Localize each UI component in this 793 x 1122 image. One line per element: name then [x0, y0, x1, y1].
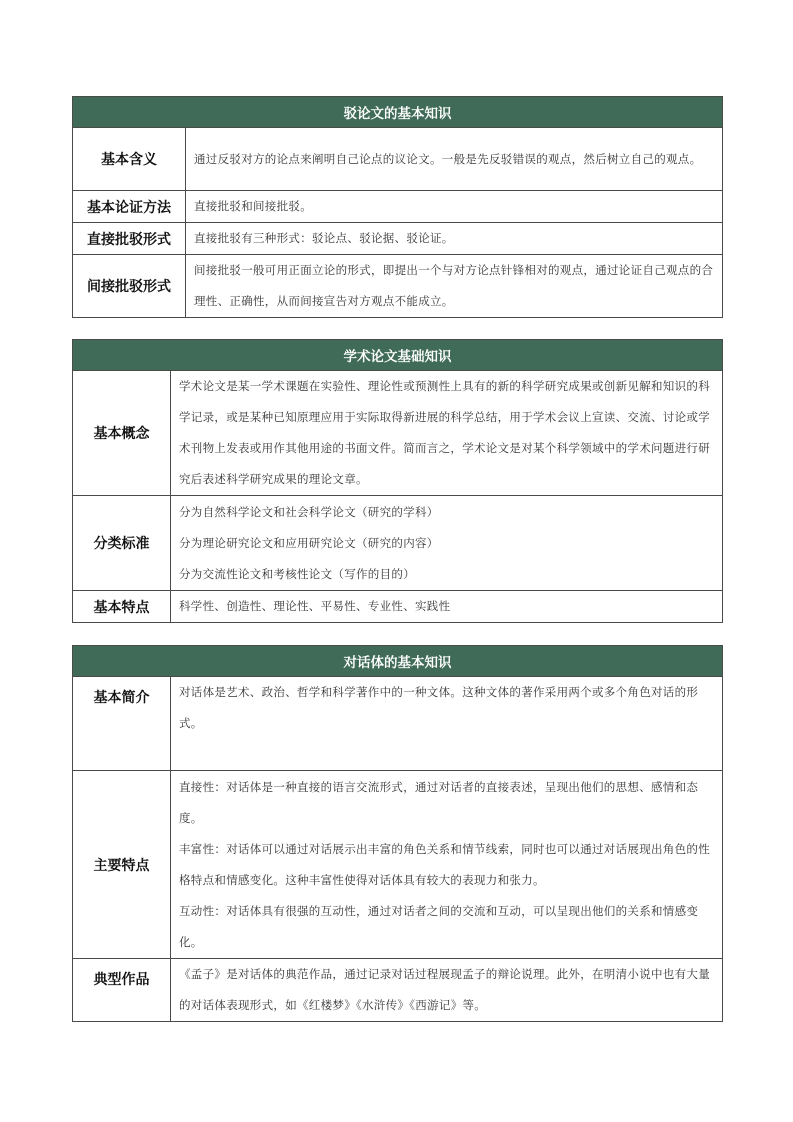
content-line: 科学性、创造性、理论性、平易性、专业性、实践性: [179, 599, 451, 613]
row-content: [186, 128, 723, 191]
row-label: 分类标准: [73, 496, 171, 591]
table-xueshulunwen: [72, 339, 723, 623]
row-label: 直接批驳形式: [73, 223, 186, 255]
row-content: [171, 371, 723, 496]
table-title: 驳论文的基本知识: [73, 97, 723, 128]
row-label: 基本含义: [73, 128, 186, 191]
row-content: [186, 223, 723, 255]
content-line: 直接批驳和间接批驳。: [194, 199, 312, 213]
content-line: 互动性：对话体具有很强的互动性，通过对话者之间的交流和互动，可以呈现出他们的关系和情感变化。: [179, 903, 699, 949]
row-label: 间接批驳形式: [73, 255, 186, 318]
content-line: 分为交流性论文和考核性论文（写作的目的）: [179, 566, 415, 581]
row-label: 基本特点: [73, 591, 171, 623]
row-content: [186, 191, 723, 223]
table-duihuati: [72, 645, 723, 1022]
content-line: 分为理论研究论文和应用研究论文（研究的内容）: [179, 535, 439, 550]
row-label: 基本论证方法: [73, 191, 186, 223]
row-content: [171, 959, 723, 1022]
row-content: [186, 255, 723, 318]
row-label: 基本简介: [73, 677, 171, 771]
row-content: [171, 677, 723, 771]
content-line: 分为自然科学论文和社会科学论文（研究的学科）: [179, 504, 439, 519]
content-line: 通过反驳对方的论点来阐明自己论点的议论文。一般是先反驳错误的观点，然后树立自己的观点。: [194, 151, 702, 166]
table-title: 学术论文基础知识: [73, 340, 723, 371]
content-line: 直接性：对话体是一种直接的语言交流形式，通过对话者的直接表述，呈现出他们的思想、感情和态度。: [179, 779, 699, 825]
content-line: 直接批驳有三种形式：驳论点、驳论据、驳论证。: [194, 231, 454, 245]
table-title: 对话体的基本知识: [73, 646, 723, 677]
content-line: 间接批驳一般可用正面立论的形式，即提出一个与对方论点针锋相对的观点，通过论证自己观点的合理性、正确性，从而间接宣告对方观点不能成立。: [194, 263, 714, 308]
row-label: 典型作品: [73, 959, 171, 1022]
content-line: 对话体是艺术、政治、哲学和科学著作中的一种文体。这种文体的著作采用两个或多个角色对话的形式。: [179, 685, 699, 730]
content-line: 《孟子》是对话体的典范作品，通过记录对话过程展现孟子的辩论说理。此外，在明清小说中也有大量的对话体表现形式，如《红楼梦》《水浒传》《西游记》等。: [179, 967, 710, 1012]
content-line: 丰富性：对话体可以通过对话展示出丰富的角色关系和情节线索，同时也可以通过对话展现出角色的性格特点和情感变化。这种丰富性使得对话体具有较大的表现力和张力。: [179, 841, 710, 887]
row-content: [171, 771, 723, 959]
table-bolunwen: [72, 96, 723, 318]
row-content: [171, 591, 723, 623]
row-label: 基本概念: [73, 371, 171, 496]
row-label: 主要特点: [73, 771, 171, 959]
row-content: [171, 496, 723, 591]
content-line: 学术论文是某一学术课题在实验性、理论性或预测性上具有的新的科学研究成果或创新见解和知识的科学记录，或是某种已知原理应用于实际取得新进展的科学总结，用于学术会议上宣读、交流、讨论或学术刊物上发表或用作其他用途的书面文件。简而言之，学术论文是对某个科学领域中的学术问题进行研究后表述科学研究成果的理论文章。: [179, 379, 710, 486]
